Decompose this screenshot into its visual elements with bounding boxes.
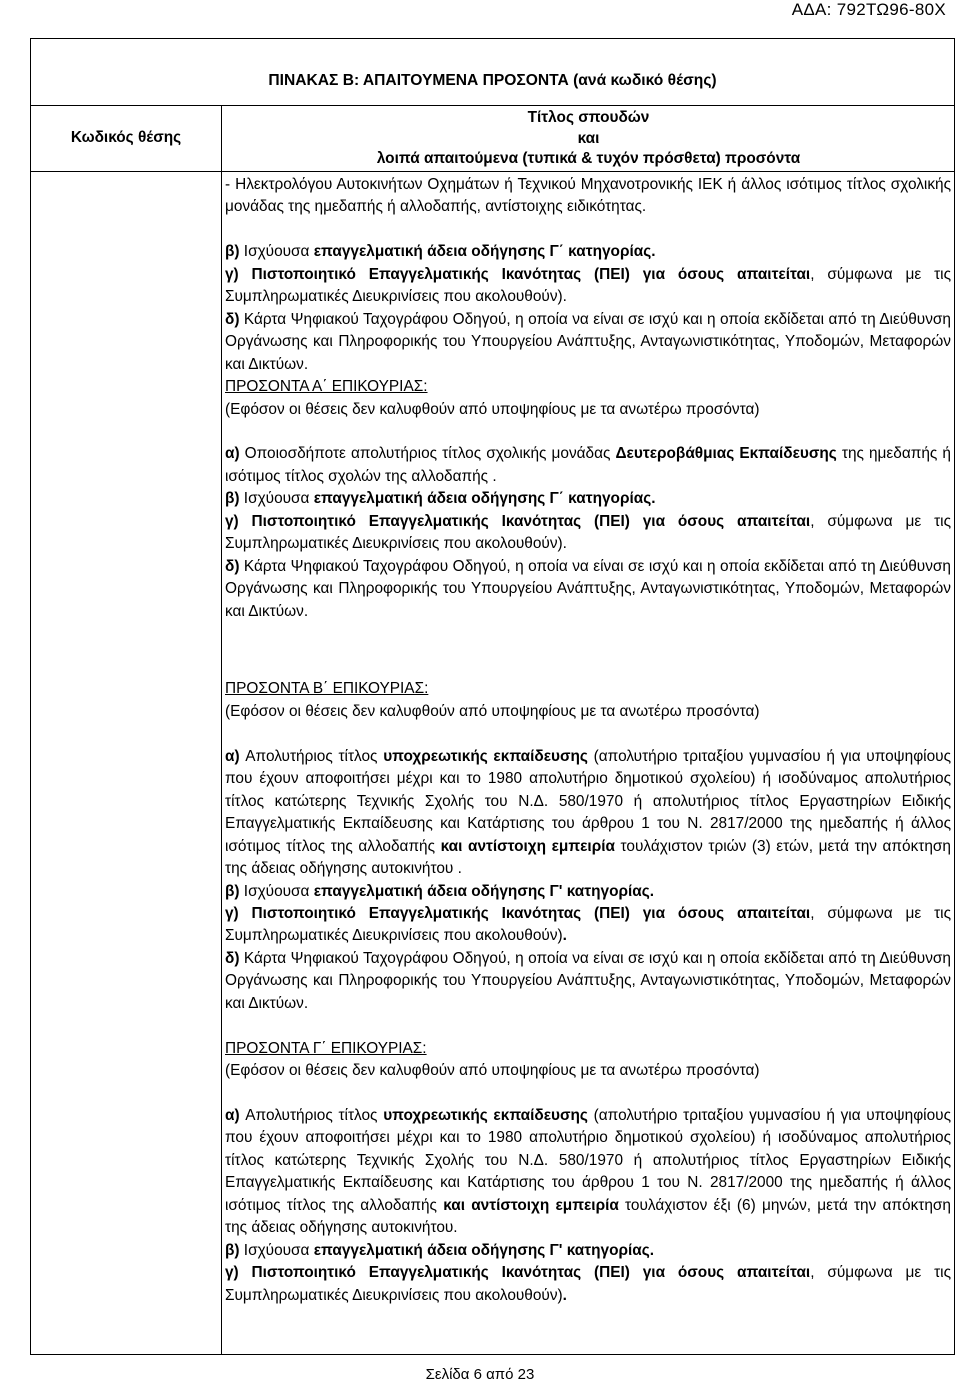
column-header-code: Κωδικός θέσης (70, 129, 182, 146)
intro-paragraph: - Ηλεκτρολόγου Αυτοκινήτων Οχημάτων ή Τεχνικού Μηχανοτρονικής ΙΕΚ ή άλλος ισότιμος τίτλος σχολικής μονάδας της ημεδαπής ή αλλοδαπής, αντίστοιχης ειδικότητας. (225, 176, 951, 216)
section-a-note: (Εφόσον οι θέσεις δεν καλυφθούν από υποψηφίους με τα ανωτέρω προσόντα) (225, 400, 760, 418)
sc-item-a: α) Απολυτήριος τίτλος υποχρεωτικής εκπαίδευσης (απολυτήριο τριταξίου γυμνασίου ή για υποψηφίους που έχουν αποφοιτήσει μέχρι και το 1980 απολυτήριο δημοτικού σχολείου) ή ισοδύναμος απολυτήριος τίτλος κατώτερης Τεχνικής Σχολής του Ν.Δ. 580/1970 ή απολυτήριος τίτλος Εργαστηρίων Ειδικής Επαγγελματικής Εκπαίδευσης και Κατάρτισης του άρθρου 1 του Ν. 2817/2000 της ημεδαπής ή άλλος ισότιμος τίτλος της αλλοδαπής και αντίστοιχη εμπειρία τουλάχιστον έξι (6) μηνών, μετά την απόκτηση της άδειας οδήγησης αυτοκινήτου. (225, 1107, 951, 1237)
sb-item-b: β) Ισχύουσα επαγγελματική άδεια οδήγησης Γ' κατηγορίας. (225, 882, 655, 900)
sb-item-d: δ) Κάρτα Ψηφιακού Ταχογράφου Οδηγού, η οποία να είναι σε ισχύ και η οποία εκδίδεται από τη Διεύθυνση Οργάνωσης και Πληροφορικής του Υπουργείου Ανάπτυξης, Ανταγωνιστικότητας, Υποδομών, Μεταφορών και Δικτύων. (225, 949, 951, 1012)
section-b-note: (Εφόσον οι θέσεις δεν καλυφθούν από υποψηφίους με τα ανωτέρω προσόντα) (225, 702, 760, 720)
sc-item-g: γ) Πιστοποιητικό Επαγγελματικής Ικανότητας (ΠΕΙ) για όσους απαιτείται, σύμφωνα με τις Συμπληρωματικές Διευκρινίσεις που ακολουθούν). (225, 1264, 952, 1304)
sa-item-g: γ) Πιστοποιητικό Επαγγελματικής Ικανότητας (ΠΕΙ) για όσους απαιτείται, σύμφωνα με τις Συμπληρωματικές Διευκρινίσεις που ακολουθούν). (225, 512, 952, 553)
s0-item-b: β) Ισχύουσα επαγγελματική άδεια οδήγησης Γ΄ κατηγορίας. (225, 243, 656, 261)
s0-item-d: δ) Κάρτα Ψηφιακού Ταχογράφου Οδηγού, η οποία να είναι σε ισχύ και η οποία εκδίδεται από τη Διεύθυνση Οργάνωσης και Πληροφορικής του Υπουργείου Ανάπτυξης, Ανταγωνιστικότητας, Υποδομών, Μεταφορών και Δικτύων. (225, 310, 951, 373)
section-c-note: (Εφόσον οι θέσεις δεν καλυφθούν από υποψηφίους με τα ανωτέρω προσόντα) (225, 1062, 760, 1080)
table-column-divider (221, 105, 222, 1355)
page-number: Σελίδα 6 από 23 (425, 1366, 535, 1383)
sb-item-a: α) Απολυτήριος τίτλος υποχρεωτικής εκπαίδευσης (απολυτήριο τριταξίου γυμνασίου ή για υποψηφίους που έχουν αποφοιτήσει μέχρι και το 1980 απολυτήριο δημοτικού σχολείου) ή ισοδύναμος απολυτήριος τίτλος κατώτερης Τεχνικής Σχολής του Ν.Δ. 580/1970 ή απολυτήριος τίτλος Εργαστηρίων Ειδικής Επαγγελματικής Εκπαίδευσης και Κατάρτισης του άρθρου 1 του Ν. 2817/2000 της ημεδαπής ή άλλος ισότιμος τίτλος της αλλοδαπής και αντίστοιχη εμπειρία τουλάχιστον τριών (3) ετών, μετά την απόκτηση της άδειας οδήγησης αυτοκινήτου . (225, 747, 951, 878)
qualifications-cell (225, 174, 951, 1307)
sb-item-g: γ) Πιστοποιητικό Επαγγελματικής Ικανότητας (ΠΕΙ) για όσους απαιτείται, σύμφωνα με τις Συμπληρωματικές Διευκρινίσεις που ακολουθούν). (225, 904, 952, 945)
s0-item-g: γ) Πιστοποιητικό Επαγγελματικής Ικανότητας (ΠΕΙ) για όσους απαιτείται, σύμφωνα με τις Συμπληρωματικές Διευκρινίσεις που ακολουθούν). (225, 265, 952, 306)
column-header-qualifications: Τίτλος σπουδών και λοιπά απαιτούμενα (τυπικά & τυχόν πρόσθετα) προσόντα (376, 109, 801, 167)
ada-code: ΑΔΑ: 792ΤΩ96-80Χ (791, 0, 946, 19)
section-b-heading: ΠΡΟΣΟΝΤΑ Β΄ ΕΠΙΚΟΥΡΙΑΣ: (225, 680, 429, 698)
section-a-heading: ΠΡΟΣΟΝΤΑ Α΄ ΕΠΙΚΟΥΡΙΑΣ: (225, 378, 428, 396)
table-title: ΠΙΝΑΚΑΣ Β: ΑΠΑΙΤΟΥΜΕΝΑ ΠΡΟΣΟΝΤΑ (ανά κωδικό θέσης) (268, 72, 717, 89)
sa-item-b: β) Ισχύουσα επαγγελματική άδεια οδήγησης Γ΄ κατηγορίας. (225, 490, 656, 508)
sa-item-d: δ) Κάρτα Ψηφιακού Ταχογράφου Οδηγού, η οποία να είναι σε ισχύ και η οποία εκδίδεται από τη Διεύθυνση Οργάνωσης και Πληροφορικής του Υπουργείου Ανάπτυξης, Ανταγωνιστικότητας, Υποδομών, Μεταφορών και Δικτύων. (225, 557, 951, 620)
sc-item-b: β) Ισχύουσα επαγγελματική άδεια οδήγησης Γ' κατηγορίας. (225, 1241, 655, 1259)
table-divider-header (30, 171, 955, 172)
section-c-heading: ΠΡΟΣΟΝΤΑ Γ΄ ΕΠΙΚΟΥΡΙΑΣ: (225, 1039, 427, 1057)
sa-item-a: α) Οποιοσδήποτε απολυτήριος τίτλος σχολικής μονάδας Δευτεροβάθμιας Εκπαίδευσης της ημεδαπής ή ισότιμος τίτλος σχολών της αλλοδαπής . (225, 445, 951, 485)
